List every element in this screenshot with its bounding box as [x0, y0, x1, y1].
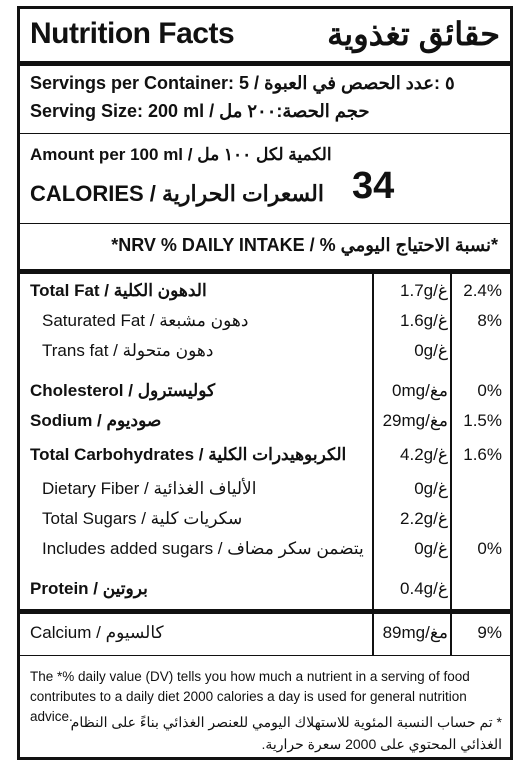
nutrient-amount: 0.4g/غ	[400, 579, 448, 598]
nutrient-amount: 0g/غ	[414, 479, 448, 498]
nutrient-name: Total Carbohydrates / الكربوهيدرات الكلية	[30, 445, 347, 464]
calcium-name: Calcium / كالسيوم	[30, 623, 164, 642]
nutrient-amount: 4.2g/غ	[400, 445, 448, 464]
nutrient-row	[20, 441, 510, 469]
nutrient-percent: 8%	[477, 311, 502, 330]
column-divider	[372, 611, 374, 655]
amount-section	[20, 137, 510, 224]
nutrient-percent: 0%	[477, 539, 502, 558]
nutrient-name: Sodium / صوديوم	[30, 411, 162, 430]
nutrient-amount: 1.6g/غ	[400, 311, 448, 330]
nutrient-amount: 0mg/مغ	[392, 381, 448, 400]
nutrient-name: Total Fat / الدهون الكلية	[30, 281, 207, 300]
nutrient-amount: 1.7g/غ	[400, 281, 448, 300]
nutrient-row	[20, 307, 510, 335]
nutrient-row	[20, 475, 510, 503]
title-english: Nutrition Facts	[30, 17, 235, 50]
nutrient-row	[20, 377, 510, 405]
title-arabic: حقائق تغذوية	[327, 16, 500, 52]
servings-per-container: Servings per Container: 5 / ٥ :عدد الحصص في العبوة	[30, 73, 455, 93]
footnote-arabic: * تم حساب النسبة المئوية للاستهلاك اليومي للعنصر الغذائي بناءً على النظام الغذائي المحتوي على 2000 سعرة حرارية.	[70, 714, 502, 752]
nutrient-row	[20, 505, 510, 533]
nutrient-row	[20, 407, 510, 435]
nutrient-name: Dietary Fiber / الألياف الغذائية	[42, 479, 257, 498]
nrv-header	[20, 225, 510, 274]
calories-value: 34	[352, 165, 395, 207]
nutrient-name: Total Sugars / سكريات كلية	[42, 509, 243, 528]
calcium-percent: 9%	[477, 623, 502, 642]
nutrient-name: Includes added sugars / يتضمن سكر مضاف	[42, 539, 364, 558]
nutrient-amount: 29mg/مغ	[382, 411, 448, 430]
nrv-label: *NRV % DAILY INTAKE / % نسبة الاحتياج اليومي*	[111, 235, 498, 255]
nutrient-name: Cholesterol / كوليسترول	[30, 381, 216, 400]
nutrient-name: Saturated Fat / دهون مشبعة	[42, 311, 249, 330]
nutrient-percent: 1.6%	[463, 445, 502, 464]
serving-size: Serving Size: 200 ml / حجم الحصة:٢٠٠ مل	[30, 101, 370, 121]
calcium-row	[20, 611, 510, 656]
nutrient-row	[20, 277, 510, 305]
nutrient-row	[20, 337, 510, 365]
servings-section	[20, 63, 510, 134]
nutrient-row	[20, 535, 510, 563]
footnote-section	[20, 659, 510, 757]
title-row	[20, 9, 510, 66]
nutrient-amount: 0g/غ	[414, 341, 448, 360]
nutrient-amount: 2.2g/غ	[400, 509, 448, 528]
nutrient-table	[20, 271, 510, 614]
calories-label: CALORIES / السعرات الحرارية	[30, 181, 324, 206]
calcium-amount: 89mg/مغ	[382, 623, 448, 642]
nutrient-amount: 0g/غ	[414, 539, 448, 558]
amount-per-label: Amount per 100 ml / الكمية لكل ١٠٠ مل	[30, 145, 332, 164]
nutrient-row	[20, 575, 510, 603]
nutrient-percent: 2.4%	[463, 281, 502, 300]
footnote-english: The *% daily value (DV) tells you how much a nutrient in a serving of food contributes to a daily diet 2000 calories a day is used for general nutrition advice.	[30, 669, 470, 724]
nutrient-name: Trans fat / دهون متحولة	[42, 341, 214, 360]
nutrient-percent: 0%	[477, 381, 502, 400]
nutrient-name: Protein / بروتين	[30, 579, 148, 598]
nutrition-facts-panel	[17, 6, 513, 760]
nutrient-percent: 1.5%	[463, 411, 502, 430]
